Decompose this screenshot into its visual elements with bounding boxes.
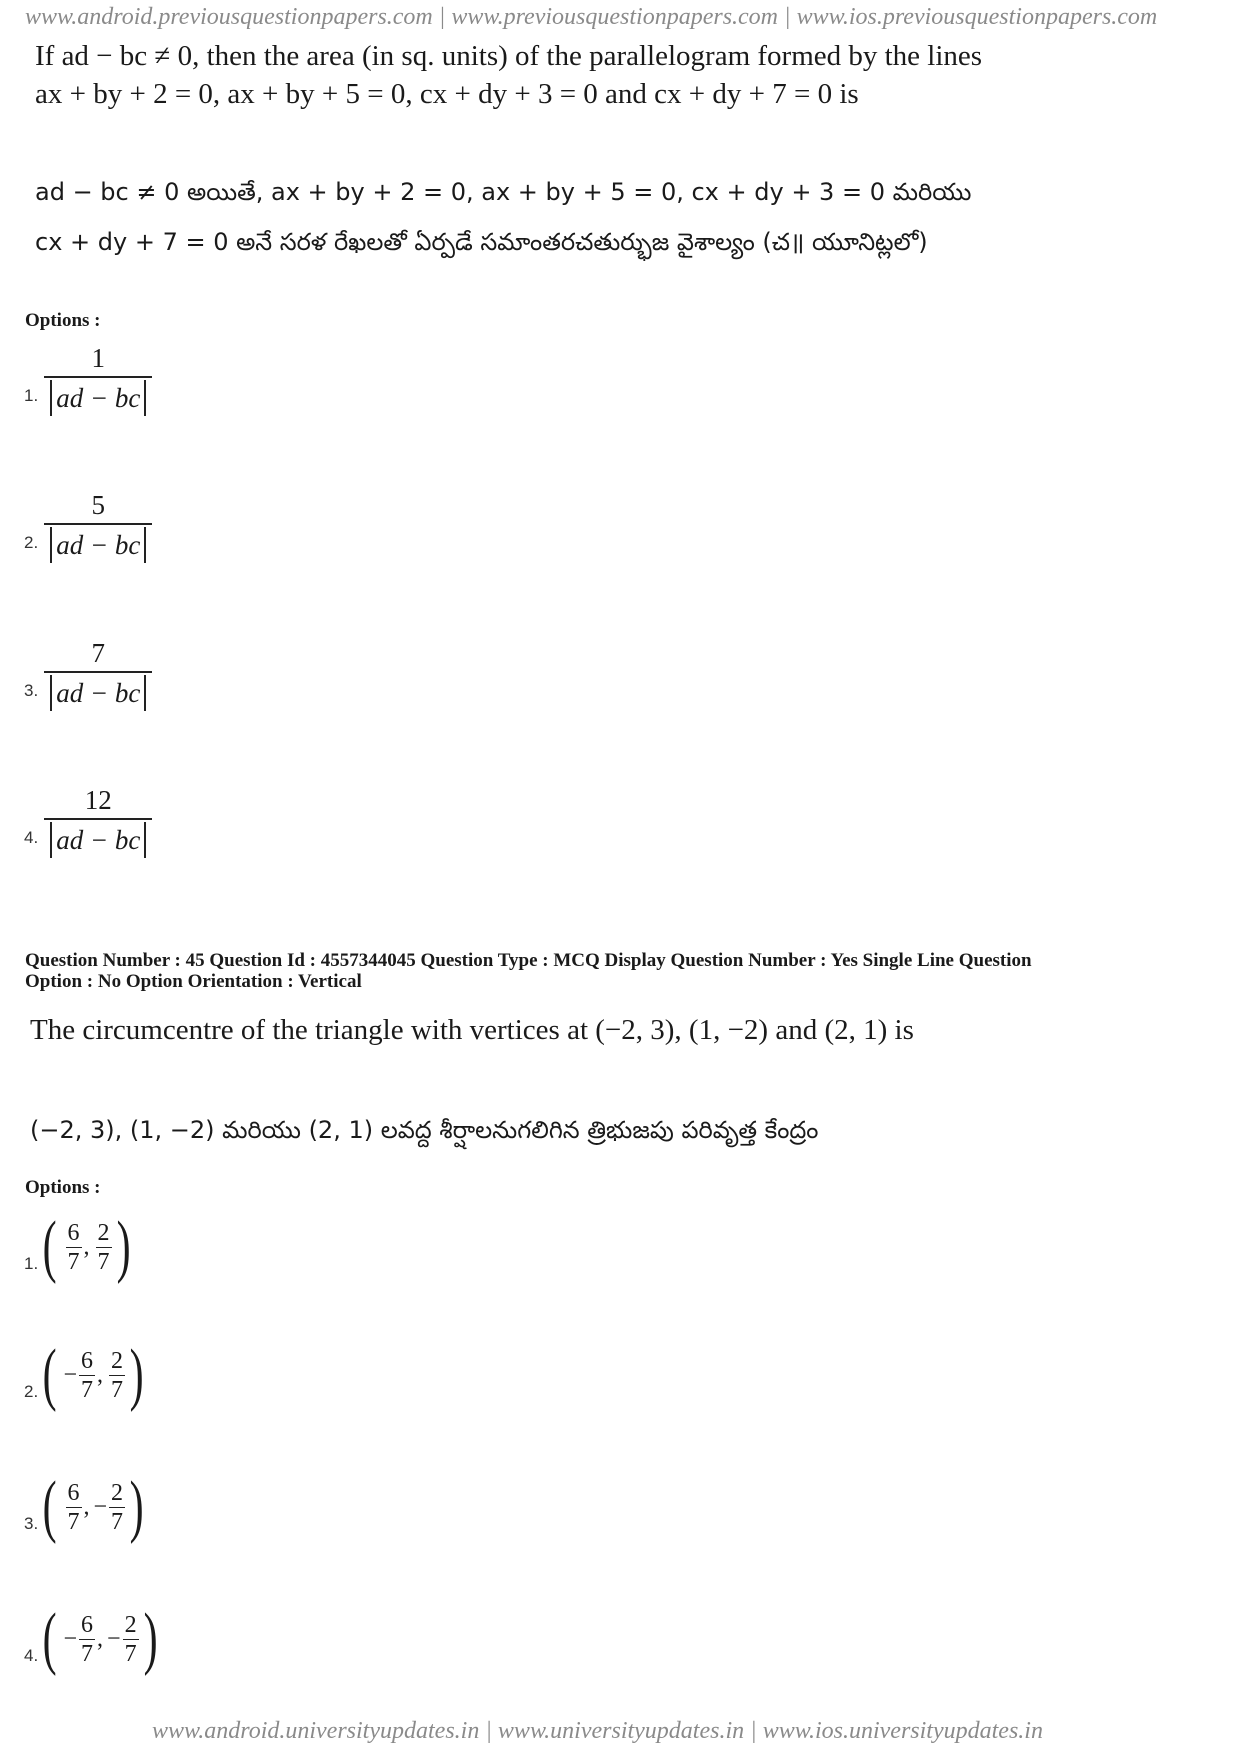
option-number: 1. [24, 386, 39, 405]
numerator: 1 [91, 343, 106, 373]
ordered-pair [38, 1208, 135, 1285]
x-denominator: 7 [67, 1248, 80, 1275]
y-fraction [96, 1219, 112, 1276]
fraction [44, 340, 152, 416]
q44-options-label: Options : [25, 310, 101, 331]
q44-telugu-line2: cx + dy + 7 = 0 అనే సరళ రేఖలతో ఏర్పడే సమాంతరచతుర్భుజ వైశాల్యం (చ॥ యూనిట్లలో) [35, 228, 928, 256]
right-paren: ) [116, 1208, 131, 1285]
x-fraction [66, 1219, 82, 1276]
q45-english: The circumcentre of the triangle with vertices at (−2, 3), (1, −2) and (2, 1) is [30, 1014, 914, 1046]
y-numerator: 2 [124, 1611, 137, 1638]
option-number: 2. [24, 1382, 39, 1401]
q45-option-4[interactable] [24, 1600, 162, 1677]
y-numerator: 2 [111, 1479, 124, 1506]
x-numerator: 6 [81, 1611, 94, 1638]
y-sign: − [107, 1625, 121, 1652]
q45-option-2[interactable] [24, 1336, 148, 1413]
x-denominator: 7 [67, 1508, 80, 1535]
x-denominator: 7 [81, 1376, 94, 1403]
option-number: 3. [24, 681, 39, 700]
footer-watermark: www.android.universityupdates.in | www.universityupdates.in | www.ios.universityupdates.in [152, 1718, 1043, 1744]
header-watermark: www.android.previousquestionpapers.com | www.previousquestionpapers.com | www.ios.previousquestionpapers.com [25, 4, 1158, 30]
q44-english-line1: If ad − bc ≠ 0, then the area (in sq. units) of the parallelogram formed by the lines [35, 40, 983, 72]
y-denominator: 7 [111, 1508, 124, 1535]
left-paren: ( [42, 1208, 57, 1285]
denominator [44, 818, 152, 858]
x-denominator: 7 [81, 1640, 94, 1667]
absolute-value: ad − bc [50, 675, 146, 711]
numerator: 5 [91, 490, 106, 520]
q44-english-line2: ax + by + 2 = 0, ax + by + 5 = 0, cx + dy + 3 = 0 and cx + dy + 7 = 0 is [35, 78, 859, 110]
left-paren: ( [42, 1468, 57, 1545]
q45-meta-line2: Option : No Option Orientation : Vertical [25, 971, 362, 992]
fraction [44, 782, 152, 858]
denominator [44, 376, 152, 416]
absolute-value: ad − bc [50, 527, 146, 563]
option-number: 4. [24, 828, 39, 847]
y-denominator: 7 [97, 1248, 110, 1275]
y-numerator: 2 [111, 1347, 124, 1374]
y-fraction [109, 1479, 125, 1536]
x-sign: − [63, 1361, 78, 1388]
left-paren: ( [42, 1600, 57, 1677]
right-paren: ) [129, 1336, 144, 1413]
x-numerator: 6 [67, 1479, 80, 1506]
comma: , [97, 1361, 104, 1388]
x-fraction [79, 1347, 95, 1404]
q44-option-4[interactable] [24, 782, 152, 858]
q45-option-3[interactable] [24, 1468, 148, 1545]
denominator [44, 523, 152, 563]
q44-option-1[interactable] [24, 340, 152, 416]
x-fraction [66, 1479, 82, 1536]
y-sign: − [93, 1493, 108, 1520]
option-number: 3. [24, 1514, 39, 1533]
numerator: 7 [91, 638, 106, 668]
q44-option-2[interactable] [24, 487, 152, 563]
y-denominator: 7 [124, 1640, 137, 1667]
left-paren: ( [42, 1336, 57, 1413]
q45-options-label: Options : [25, 1177, 101, 1198]
comma: , [83, 1233, 90, 1260]
comma: , [97, 1625, 104, 1652]
x-numerator: 6 [81, 1347, 94, 1374]
y-fraction [109, 1347, 125, 1404]
absolute-value: ad − bc [50, 822, 146, 858]
fraction [44, 635, 152, 711]
q44-option-3[interactable] [24, 635, 152, 711]
right-paren: ) [129, 1468, 144, 1545]
x-numerator: 6 [67, 1219, 80, 1246]
ordered-pair [38, 1468, 148, 1545]
option-number: 2. [24, 533, 39, 552]
x-sign: − [63, 1625, 78, 1652]
right-paren: ) [143, 1600, 158, 1677]
denominator [44, 671, 152, 711]
q45-meta-line1: Question Number : 45 Question Id : 4557344045 Question Type : MCQ Display Question Number : Yes Single Line Question [25, 950, 1032, 971]
numerator: 12 [84, 785, 112, 815]
ordered-pair [38, 1336, 148, 1413]
fraction [44, 487, 152, 563]
ordered-pair [38, 1600, 162, 1677]
comma: , [83, 1493, 90, 1520]
option-number: 4. [24, 1646, 39, 1665]
option-number: 1. [24, 1254, 39, 1273]
absolute-value: ad − bc [50, 380, 146, 416]
y-numerator: 2 [97, 1219, 110, 1246]
q44-telugu-line1: ad − bc ≠ 0 అయితే, ax + by + 2 = 0, ax + by + 5 = 0, cx + dy + 3 = 0 మరియు [35, 178, 972, 206]
y-denominator: 7 [111, 1376, 124, 1403]
q45-telugu: (−2, 3), (1, −2) మరియు (2, 1) లవద్ద శీర్షాలనుగలిగిన త్రిభుజపు పరివృత్త కేంద్రం [30, 1116, 819, 1144]
x-fraction [79, 1611, 95, 1668]
q45-option-1[interactable] [24, 1208, 135, 1285]
y-fraction [123, 1611, 139, 1668]
